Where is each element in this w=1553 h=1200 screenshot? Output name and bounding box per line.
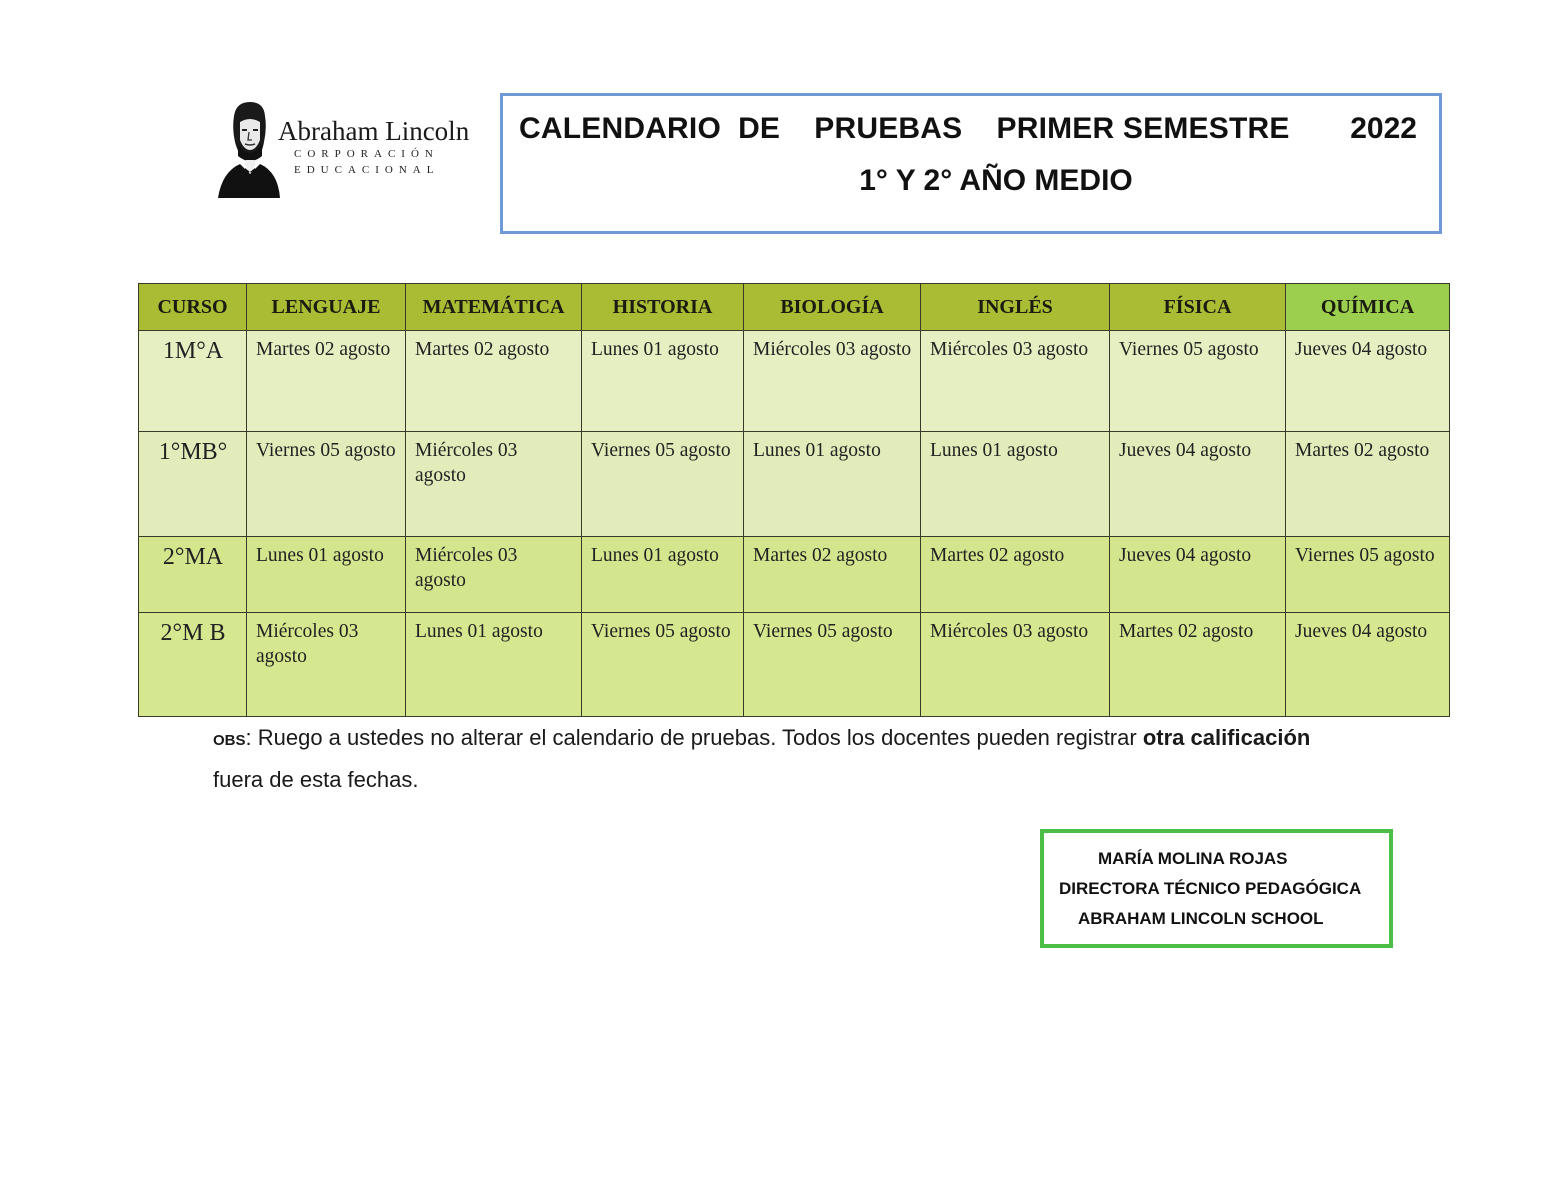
table-cell: Miércoles 03 agosto bbox=[921, 331, 1110, 432]
page-title: CALENDARIO DE PRUEBAS PRIMER SEMESTRE bbox=[519, 112, 1290, 145]
table-cell: Martes 02 agosto bbox=[1286, 432, 1450, 537]
table-cell: Miércoles 03 agosto bbox=[406, 537, 582, 613]
lincoln-portrait-icon bbox=[214, 98, 284, 202]
obs-text-continued: fuera de esta fechas. bbox=[213, 767, 419, 792]
table-cell: Martes 02 agosto bbox=[744, 537, 921, 613]
table-row bbox=[139, 613, 1450, 717]
table-cell: Jueves 04 agosto bbox=[1110, 537, 1286, 613]
column-header: BIOLOGÍA bbox=[744, 284, 921, 331]
column-header: CURSO bbox=[139, 284, 247, 331]
obs-text: : Ruego a ustedes no alterar el calendario de pruebas. Todos los docentes pueden registrar bbox=[245, 725, 1143, 750]
table-cell-course: 1M°A bbox=[139, 331, 247, 432]
table-cell: Miércoles 03 agosto bbox=[744, 331, 921, 432]
table-cell-course: 2°MA bbox=[139, 537, 247, 613]
observation-note bbox=[213, 718, 1453, 799]
title-box bbox=[500, 93, 1442, 234]
table-cell-course: 1°MB° bbox=[139, 432, 247, 537]
table-cell: Martes 02 agosto bbox=[1110, 613, 1286, 717]
table-cell: Lunes 01 agosto bbox=[247, 537, 406, 613]
school-logo bbox=[214, 98, 484, 206]
table-cell: Viernes 05 agosto bbox=[582, 613, 744, 717]
table-cell-course: 2°M B bbox=[139, 613, 247, 717]
table-cell: Viernes 05 agosto bbox=[247, 432, 406, 537]
column-header: FÍSICA bbox=[1110, 284, 1286, 331]
signature-box bbox=[1040, 829, 1393, 948]
logo-subtitle-1: CORPORACIÓN bbox=[294, 148, 439, 160]
table-cell: Lunes 01 agosto bbox=[406, 613, 582, 717]
table-cell: Jueves 04 agosto bbox=[1286, 331, 1450, 432]
table-cell: Lunes 01 agosto bbox=[744, 432, 921, 537]
table-header-row bbox=[139, 284, 1450, 331]
table-row bbox=[139, 432, 1450, 537]
column-header: HISTORIA bbox=[582, 284, 744, 331]
table-cell: Lunes 01 agosto bbox=[582, 537, 744, 613]
table-cell: Martes 02 agosto bbox=[247, 331, 406, 432]
obs-label: OBS bbox=[213, 732, 246, 749]
test-calendar-table bbox=[138, 283, 1450, 717]
table-cell: Jueves 04 agosto bbox=[1110, 432, 1286, 537]
table-cell: Viernes 05 agosto bbox=[1286, 537, 1450, 613]
table-cell: Martes 02 agosto bbox=[406, 331, 582, 432]
table-cell: Miércoles 03 agosto bbox=[247, 613, 406, 717]
signatory-name: MARÍA MOLINA ROJAS bbox=[1098, 849, 1288, 868]
table-cell: Martes 02 agosto bbox=[921, 537, 1110, 613]
column-header: MATEMÁTICA bbox=[406, 284, 582, 331]
table-cell: Miércoles 03 agosto bbox=[406, 432, 582, 537]
table-cell: Viernes 05 agosto bbox=[582, 432, 744, 537]
table-cell: Lunes 01 agosto bbox=[582, 331, 744, 432]
table-cell: Viernes 05 agosto bbox=[1110, 331, 1286, 432]
table-row bbox=[139, 537, 1450, 613]
page-subtitle: 1° Y 2° AÑO MEDIO bbox=[859, 164, 1133, 197]
table-cell: Lunes 01 agosto bbox=[921, 432, 1110, 537]
table-row bbox=[139, 331, 1450, 432]
signatory-school: ABRAHAM LINCOLN SCHOOL bbox=[1078, 909, 1324, 928]
table-cell: Viernes 05 agosto bbox=[744, 613, 921, 717]
column-header: LENGUAJE bbox=[247, 284, 406, 331]
logo-subtitle-2: EDUCACIONAL bbox=[294, 164, 440, 176]
title-year: 2022 bbox=[1350, 112, 1417, 145]
signatory-role: DIRECTORA TÉCNICO PEDAGÓGICA bbox=[1059, 879, 1362, 898]
table-cell: Miércoles 03 agosto bbox=[921, 613, 1110, 717]
logo-name: Abraham Lincoln bbox=[278, 116, 470, 146]
column-header: INGLÉS bbox=[921, 284, 1110, 331]
column-header: QUÍMICA bbox=[1286, 284, 1450, 331]
obs-bold-text: otra calificación bbox=[1142, 725, 1311, 750]
table-cell: Jueves 04 agosto bbox=[1286, 613, 1450, 717]
